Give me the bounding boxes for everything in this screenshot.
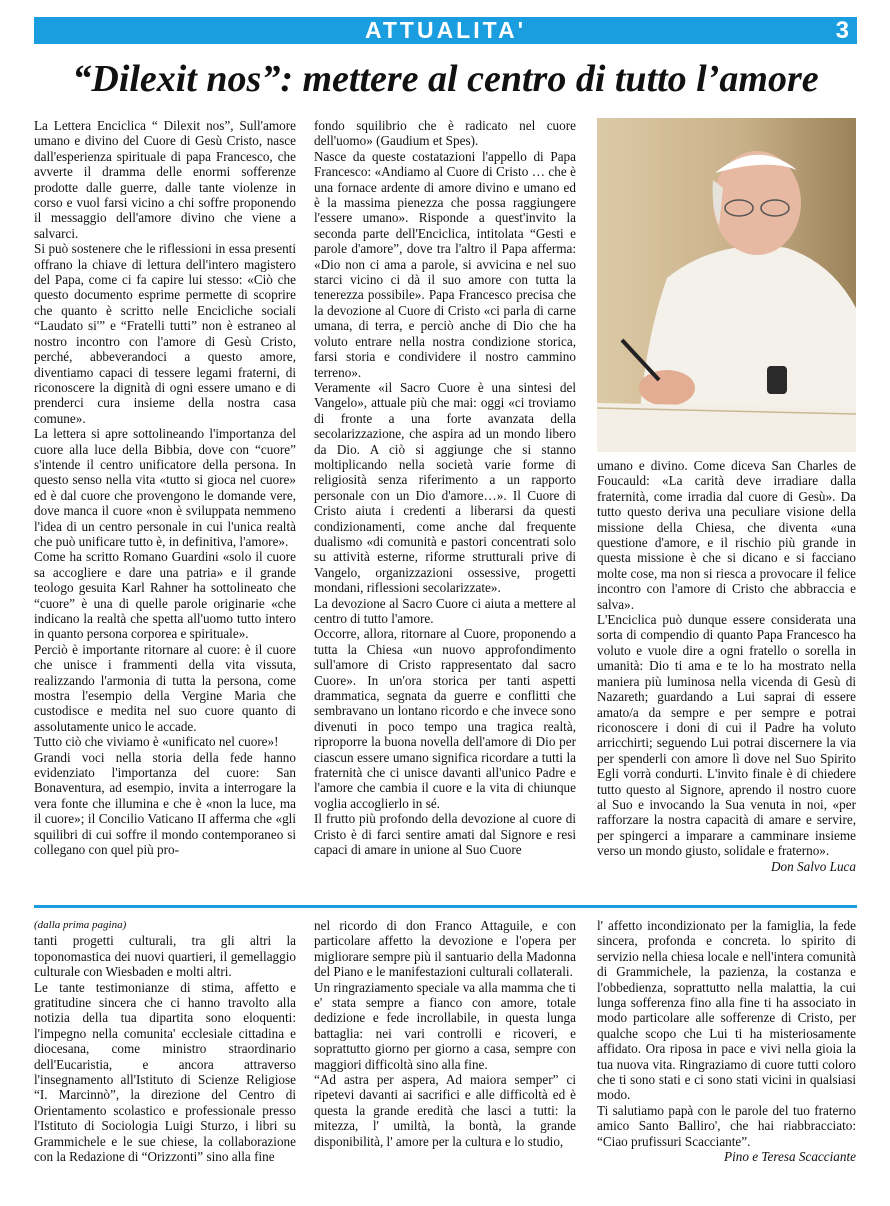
page-number: 3 (835, 17, 849, 44)
article-column-1 (34, 118, 296, 893)
paragraph: Come ha scritto Romano Guardini «solo il cuore sa accogliere e dare una patria» e il grande teologo gesuita Karl Rahner ha sottolineato che “cuore” è una di quelle parole originarie «che indicano la realtà che spetta all'uomo tutto intero in quanto persona corporea e spirituale». (34, 549, 296, 642)
continuation-column-2 (314, 918, 576, 1203)
paragraph: La devozione al Sacro Cuore ci aiuta a mettere al centro di tutto l'amore. (314, 595, 576, 626)
continued-from-note: (dalla prima pagina) (34, 919, 127, 931)
paragraph: umano e divino. Come diceva San Charles de Foucauld: «La carità deve irradiare dalla fraternità, come irradia dal cuore di Gesù». Da tutto questo deriva una peculiare visione della missione della Chiesa, che diventa «una questione d'amore, e il rischio più grande in questa missione è che si dicano e si facciano molte cose, ma non si riesca a provocare il felice incontro con l'amore di Cristo che abbraccia e salva». (597, 458, 856, 612)
article-column-3 (597, 458, 856, 893)
paragraph: L'Enciclica può dunque essere considerata una sorta di compendio di quanto Papa Francesco ha voluto e vuole dire a ogni fratello o sorella in umanità: Dio ti ama e te lo ha mostrato nella maniera più luminosa nella vicenda di Gesù di Nazareth; guardando a Lui saprai di essere amato/a da sempre e per sempre e potrai riconoscere i doni di cui il Padre ha voluto arricchirti; seguendo Lui potrai discernere la via per spenderli con amore lì dove nel Suo Spirito Egli vorrà condurti. L'invito finale è di chiedere tutto questo al Signore, aprendo il nostro cuore al Suo e invocando la Sua venuta in noi, «per rafforzare la nostra capacità di amare e servire, per spingerci a imparare a camminare insieme verso un mondo giusto, solidale e fraterno». (597, 612, 856, 859)
section-name: ATTUALITA' (364, 17, 527, 43)
paragraph: Grandi voci nella storia della fede hanno evidenziato l'importanza del cuore: San Bonaventura, ad esempio, invita a interrogare la vera fonte che illumina e che è «non la luce, ma il cuore»; il Concilio Vaticano II afferma che «gli squilibri di cui soffre il mondo contemporaneo si collegano con quel più pro- (34, 749, 296, 858)
paragraph: “Ad astra per aspera, Ad maiora semper” ci ripetevi davanti ai sacrifici e alle difficoltà ed è questa la grande eredità che lasci a tutti: la mitezza, l' umiltà, la bontà, la grande disponibilità, l' amore per la cultura e lo studio, (314, 1072, 576, 1149)
section-divider (34, 905, 857, 908)
paragraph: fondo squilibrio che è radicato nel cuore dell'uomo» (Gaudium et Spes). (314, 118, 576, 149)
paragraph: Un ringraziamento speciale va alla mamma che ti e' stata sempre a fianco con amore, totale dedizione e fede incrollabile, in questa lunga battaglia: nei vari controlli e ricoveri, e soprattutto giorno per giorno a casa, sempre con maggiori difficoltà sino alla fine. (314, 979, 576, 1072)
continuation-column-1 (34, 918, 296, 1203)
pope-writing-photo (597, 118, 856, 452)
paragraph: Veramente «il Sacro Cuore è una sintesi del Vangelo», attuale più che mai: oggi «ci troviamo di fronte a una forte avanzata della secolarizzazione, che aspira ad un mondo libero da Dio. A ciò si aggiunge che si stanno moltiplicando nella società varie forme di religiosità senza riferimento a un rapporto personale con un Dio d'amore…». Il Cuore di Cristo aiuta i credenti a liberarsi da questi condizionamenti, come anche dal frequente dualismo «di comunità e pastori concentrati solo su attività esterne, riforme strutturali prive di Vangelo, organizzazioni ossessive, progetti mondani, riflessioni secolarizzate». (314, 379, 576, 596)
paragraph: l' affetto incondizionato per la famiglia, la fede sincera, profonda e concreta. lo spirito di servizio nella chiesa locale e nell'intera comunità di Grammichele, la pazienza, la costanza e l'obbedienza, soprattutto nella malattia, la cui lunga sofferenza fino alla fine ti ha associato in modo particolare alle sofferenze di Cristo, per qualche scopo che Lui ti ha misteriosamente affidato. Ora riposa in pace e vivi nella gioia la tua nuova vita. Ringraziamo di cuore tutti coloro che ti sono stati e ci sono stati vicini in qualsiasi modo. (597, 918, 856, 1103)
paragraph: nel ricordo di don Franco Attaguile, e con particolare affetto la devozione e l'opera per migliorare sempre più il santuario della Madonna del Piano e le manifestazioni culturali collaterali. (314, 918, 576, 980)
article-headline: “Dilexit nos”: mettere al centro di tutto l’amore (72, 58, 819, 100)
article-column-2 (314, 118, 576, 893)
paragraph: Le tante testimonianze di stima, affetto e gratitudine sincera che ci hanno travolto alla notizia della tua dipartita sono eloquenti: l'impegno nella comunita' ecclesiale cittadina e diocesana, come ministro straordinario dell'Eucaristia, e ancora attraverso l'insegnamento all'Istituto di Scienze Religiose “I. Marcinnò”, la direzione del Centro di Orientamento scolastico e professionale presso l'Istituto di Sociologia Luigi Sturzo, i libri su Grammichele e le sue chiese, la collaborazione con la Redazione di “Orizzonti” sino alla fine (34, 979, 296, 1165)
paragraph: Perciò è importante ritornare al cuore: è il cuore che unisce i frammenti della vita vissuta, realizzando l'armonia di tutta la persona, come mostra l'esempio della Vergine Maria che custodisce e medita nel suo cuore quanto di assolutamente unico le accade. (34, 641, 296, 734)
paragraph: Si può sostenere che le riflessioni in essa presenti offrano la chiave di lettura dell'intero magistero del Papa, come ci fa capire lui stesso: «Ciò che questo documento esprime permette di scoprire che quanto è scritto nelle Encicliche sociali “Laudato si'” e “Fratelli tutti” non è estraneo al nostro incontro con l'amore di Gesù Cristo, perché, abbeverandoci a questo amore, diventiamo capaci di tessere legami fraterni, di riconoscere la dignità di ogni essere umano e di prenderci cura insieme della nostra casa comune». (34, 241, 296, 426)
paragraph: tanti progetti culturali, tra gli altri la toponomastica dei nuovi quartieri, il gemellaggio culturale con Wiesbaden e molti altri. (34, 933, 296, 980)
paragraph: Tutto ciò che viviamo è «unificato nel cuore»! (34, 734, 279, 750)
paragraph: Nasce da queste costatazioni l'appello di Papa Francesco: «Andiamo al Cuore di Cristo … che è una fornace ardente di amore divino e umano ed è la massima pienezza che possa raggiungere l'essere umano». Risponde a quest'invito la seconda parte dell'Enciclica, intitolata “Gesti e parole d'amore”, dove tra l'altro il Papa afferma: «Dio non ci ama a parole, si avvicina e nel suo starci vicino ci dà il suo amore con tutta la tenerezza possibile». Papa Francesco precisa che la devozione al Cuore di Cristo «ci parla di carne umana, di terra, e perciò anche di Dio che ha voluto entrare nella nostra condizione storica, farsi storia e condividere il nostro cammino terreno». (314, 148, 576, 380)
article-signature: Don Salvo Luca (771, 858, 856, 874)
continuation-signature: Pino e Teresa Scacciante (724, 1149, 856, 1165)
paragraph: La lettera si apre sottolineando l'importanza del cuore alla luce della Bibbia, dove con “cuore” s'intende il centro unificatore della persona. In questo senso nella vita «tutto si gioca nel cuore» ed è dal cuore che provengono le domande vere, dove manca il cuore «non è sviluppata nemmeno l'idea di un centro personale in cui l'unica realtà che può unificare tutto è, in definitiva, l'amore». (34, 426, 296, 549)
paragraph: La Lettera Enciclica “ Dilexit nos”, Sull'amore umano e divino del Cuore di Gesù Cristo, nasce dall'esperienza spirituale di papa Francesco, che avverte il dramma delle enormi sofferenze prodotte dalle guerre, dalle tante violenze in corso e vuol farsi vicino a chi soffre proponendo il messaggio dell'amore divino che viene a salvarci. (34, 118, 296, 241)
paragraph: Occorre, allora, ritornare al Cuore, proponendo a tutta la Chiesa «un nuovo approfondimento sull'amore di Cristo rappresentato dal sacro Cuore». In un'ora storica per tanti aspetti drammatica, segnata da guerre e conflitti che sembravano un lontano ricordo e che invece sono divenuti in poco tempo una tragica realtà, riproporre la buona novella dell'amore di Dio per ciascun essere umano significa ricordare a tutti la fraternità che ci unisce davanti all'unico Padre e l'amore che cambia il cuore e la vita di chiunque voglia accoglierlo in sé. (314, 626, 576, 811)
section-header-bar (34, 17, 857, 44)
continuation-column-3 (597, 918, 856, 1203)
paragraph: Ti salutiamo papà con le parole del tuo fraterno amico Santo Balliro', che hai riabbracciato: “Ciao prufissuri Scacciante”. (597, 1102, 856, 1149)
paragraph: Il frutto più profondo della devozione al cuore di Cristo è di farci sentire amati dal Signore e resi capaci di amare in unione al Suo Cuore (314, 811, 576, 858)
